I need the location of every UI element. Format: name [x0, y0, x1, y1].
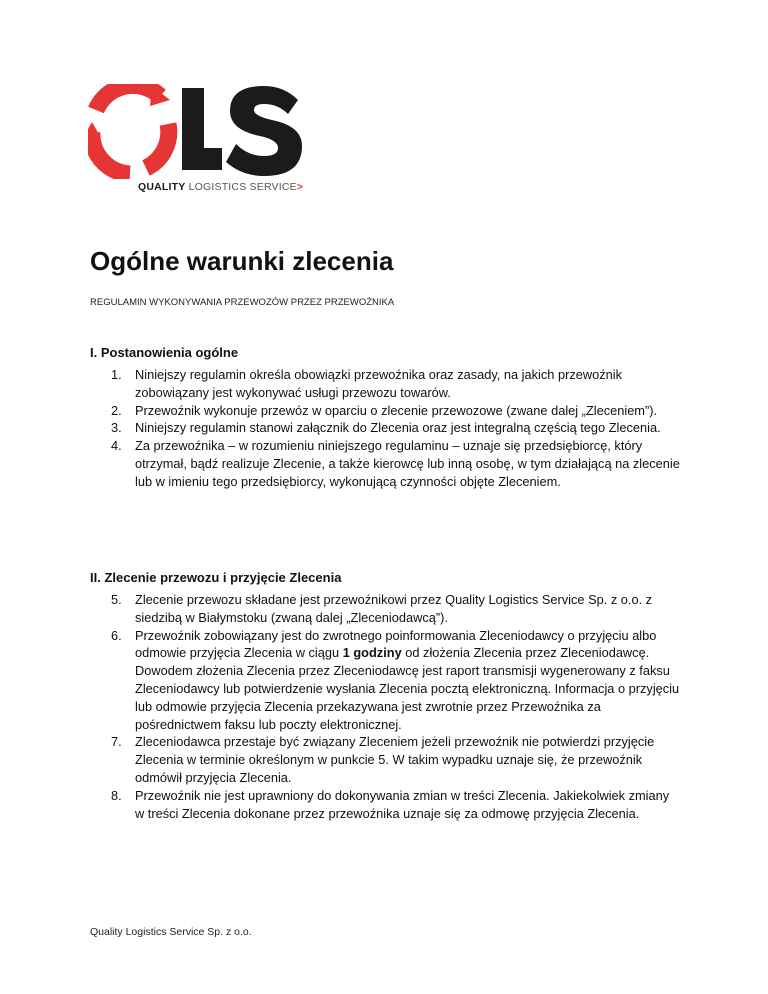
list-item: 7. Zleceniodawca przestaje być związany Zleceniem jeżeli przewoźnik nie potwierdzi przyjęcie Zlecenia w terminie określonym w punkcie 5. W takim wypadku uznaje się, że przewoźnik odmówił przyjęcia Zlecenia.	[111, 734, 655, 785]
list-item: 8. Przewoźnik nie jest uprawniony do dokonywania zmian w treści Zlecenia. Jakiekolwiek zmiany w treści Zlecenia dokonane przez przewoźnika uznaje się za odmowę przyjęcia Zlecenia.	[111, 787, 670, 821]
list-item: 5. Zlecenie przewozu składane jest przewoźnikowi przez Quality Logistics Service Sp. z o.o. z siedzibą w Białymstoku (zwaną dalej „Zleceniodawcą”).	[111, 592, 653, 625]
list-item: 3. Niniejszy regulamin stanowi załącznik do Zlecenia oraz jest integralną częścią tego Zlecenia.	[111, 420, 661, 436]
chevron-right-icon: >	[296, 181, 304, 193]
page-subtitle: REGULAMIN WYKONYWANIA PRZEWOZÓW PRZEZ PRZEWOŹNIKA	[90, 297, 395, 308]
company-logo	[88, 84, 304, 196]
section-heading-general: I. Postanowienia ogólne	[90, 345, 239, 360]
page-footer: Quality Logistics Service Sp. z o.o.	[90, 926, 252, 938]
section-list-general	[90, 366, 680, 491]
list-item: 4. Za przewoźnika – w rozumieniu niniejszego regulaminu – uznaje się przedsiębiorcę, który otrzymał, bądź realizuje Zlecenie, a także kierowcę lub inną osobę, w tym działającą na zlecenie lub w imieniu tego przedsiębiorcy, wykonującą czynności objęte Zleceniem.	[111, 438, 680, 489]
section-heading-order: II. Zlecenie przewozu i przyjęcie Zlecenia	[90, 570, 342, 585]
logo-tagline: QUALITY LOGISTICS SERVICE>	[138, 181, 304, 193]
q-letter-icon	[88, 85, 170, 174]
page-title: Ogólne warunki zlecenia	[90, 246, 394, 276]
qls-logo-mark	[88, 84, 304, 179]
deadline-emphasis: 1 godziny	[342, 645, 402, 661]
section-list-order	[90, 591, 680, 822]
list-item: 2. Przewoźnik wykonuje przewóz w oparciu o zlecenie przewozowe (zwane dalej „Zleceniem”).	[111, 402, 658, 418]
list-item: 1. Niniejszy regulamin określa obowiązki przewoźnika oraz zasady, na jakich przewoźnik zobowiązany jest wykonywać usługi przewozu towarów.	[111, 367, 622, 400]
ls-letters	[182, 86, 302, 176]
list-item: 6. Przewoźnik zobowiązany jest do zwrotnego poinformowania Zleceniodawcy o przyjęciu albo odmowie przyjęcia Zlecenia w ciągu 1 godziny od złożenia Zlecenia przez Zleceniodawcę. Dowodem złożenia Zlecenia przez Zleceniodawcę jest raport transmisji wygenerowany z faksu Zleceniodawcy lub potwierdzenie wysłania Zlecenia pocztą elektroniczną. Informacja o przyjęciu lub odmowie przyjęcia Zlecenia przekazywana jest zwrotnie przez Przewoźnika za pośrednictwem faksu lub poczty elektronicznej.	[111, 627, 680, 732]
